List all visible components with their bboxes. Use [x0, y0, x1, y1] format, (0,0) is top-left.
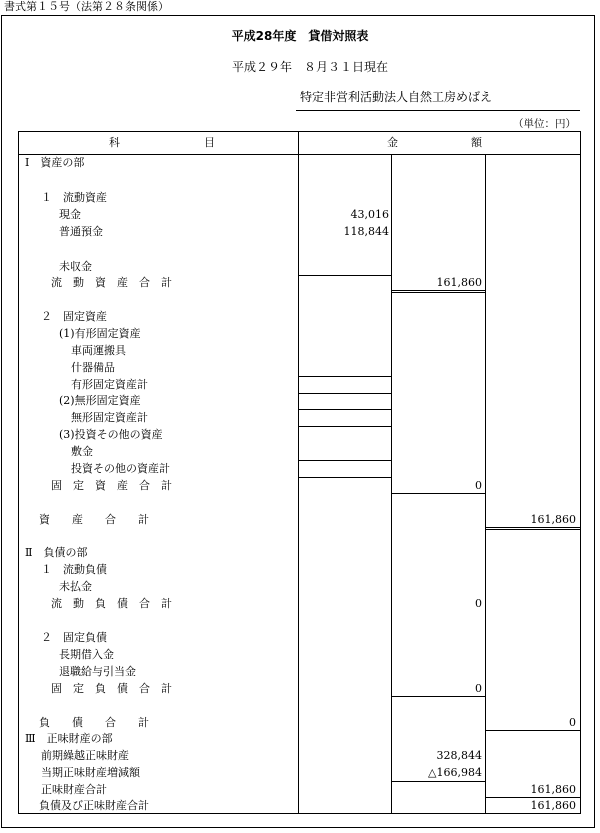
unit-label: （単位：円） [513, 118, 576, 130]
current-liabilities-total-label: 流 動 負 債 合 計 [51, 597, 172, 610]
subtotal-rule [298, 393, 391, 394]
investments-total-label: 投資その他の資産計 [71, 462, 170, 475]
double-rule [485, 527, 580, 530]
subtotal-rule [391, 696, 485, 697]
header-amount-1: 金 [387, 136, 398, 149]
header-amount-2: 額 [471, 136, 482, 149]
long-term-loans-label: 長期借入金 [59, 648, 114, 661]
investments-label: (3)投資その他の資産 [59, 428, 163, 441]
tangible-total-label: 有形固定資産計 [71, 378, 148, 391]
prior-net-assets-value: 328,844 [436, 749, 482, 762]
header-subject-2: 目 [204, 136, 215, 149]
assets-section-label: Ⅰ 資産の部 [25, 156, 85, 169]
current-liabilities-label: １ 流動負債 [41, 563, 107, 576]
column-divider [485, 154, 486, 813]
vehicles-label: 車両運搬具 [71, 344, 126, 357]
page-title: 平成28年度 貸借対照表 [231, 29, 369, 43]
fixed-liabilities-total-value: 0 [475, 682, 482, 695]
double-rule [391, 290, 485, 293]
net-assets-total-value: 161,860 [530, 783, 576, 796]
fixed-assets-total-label: 固 定 資 産 合 計 [51, 479, 172, 492]
net-assets-total-label: 正味財産合計 [41, 783, 107, 796]
fixed-liabilities-label: ２ 固定負債 [41, 631, 107, 644]
liabilities-total-value: 0 [569, 716, 576, 729]
net-assets-section-label: Ⅲ 正味財産の部 [25, 732, 113, 745]
cash-value: 43,016 [350, 208, 389, 221]
column-divider [298, 132, 299, 813]
current-assets-total-value: 161,860 [436, 276, 482, 289]
liabilities-section-label: Ⅱ 負債の部 [25, 546, 88, 559]
subtotal-rule [298, 477, 391, 478]
subtotal-rule [391, 781, 485, 782]
subtotal-rule [298, 426, 391, 427]
deposits-value: 118,844 [343, 225, 389, 238]
intangible-total-label: 無形固定資産計 [71, 411, 148, 424]
net-change-label: 当期正味財産増減額 [41, 766, 140, 779]
tangible-assets-label: (1)有形固定資産 [59, 327, 141, 340]
grand-total-value: 161,860 [530, 799, 576, 812]
receivables-label: 未収金 [59, 260, 92, 273]
prior-net-assets-label: 前期繰越正味財産 [41, 749, 129, 762]
subtotal-rule [485, 730, 580, 731]
header-subject-1: 科 [109, 136, 120, 149]
assets-total-value: 161,860 [530, 513, 576, 526]
subtotal-rule [298, 275, 391, 276]
fixtures-label: 什器備品 [71, 361, 115, 374]
liabilities-total-label: 負 債 合 計 [39, 716, 149, 729]
form-number-note: 書式第１５号（法第２８条関係） [4, 0, 169, 13]
current-assets-total-label: 流 動 資 産 合 計 [51, 276, 172, 289]
current-assets-label: １ 流動資産 [41, 191, 107, 204]
subtotal-rule [298, 409, 391, 410]
subtotal-rule [391, 493, 485, 494]
deposits-label: 普通預金 [59, 225, 103, 238]
as-of-date: 平成２９年 ８月３１日現在 [232, 60, 389, 74]
fixed-liabilities-total-label: 固 定 負 債 合 計 [51, 682, 172, 695]
net-change-value: △166,984 [428, 766, 482, 779]
deposit-money-label: 敷金 [71, 445, 93, 458]
grand-total-label: 負債及び正味財産合計 [39, 799, 149, 812]
subtotal-rule [485, 797, 580, 798]
assets-total-label: 資 産 合 計 [39, 513, 149, 526]
column-divider [391, 154, 392, 813]
organization-underline [296, 110, 580, 111]
fixed-assets-label: ２ 固定資産 [41, 310, 107, 323]
header-divider [19, 154, 580, 155]
balance-sheet-table [18, 131, 581, 814]
subtotal-rule [298, 376, 391, 377]
fixed-assets-total-value: 0 [475, 479, 482, 492]
subtotal-rule [298, 460, 391, 461]
intangible-assets-label: (2)無形固定資産 [59, 394, 141, 407]
retirement-allowance-label: 退職給与引当金 [59, 665, 136, 678]
current-liabilities-total-value: 0 [475, 597, 482, 610]
payables-label: 未払金 [59, 580, 92, 593]
organization-name: 特定非営利活動法人自然工房めばえ [300, 90, 493, 104]
cash-label: 現金 [59, 208, 81, 221]
